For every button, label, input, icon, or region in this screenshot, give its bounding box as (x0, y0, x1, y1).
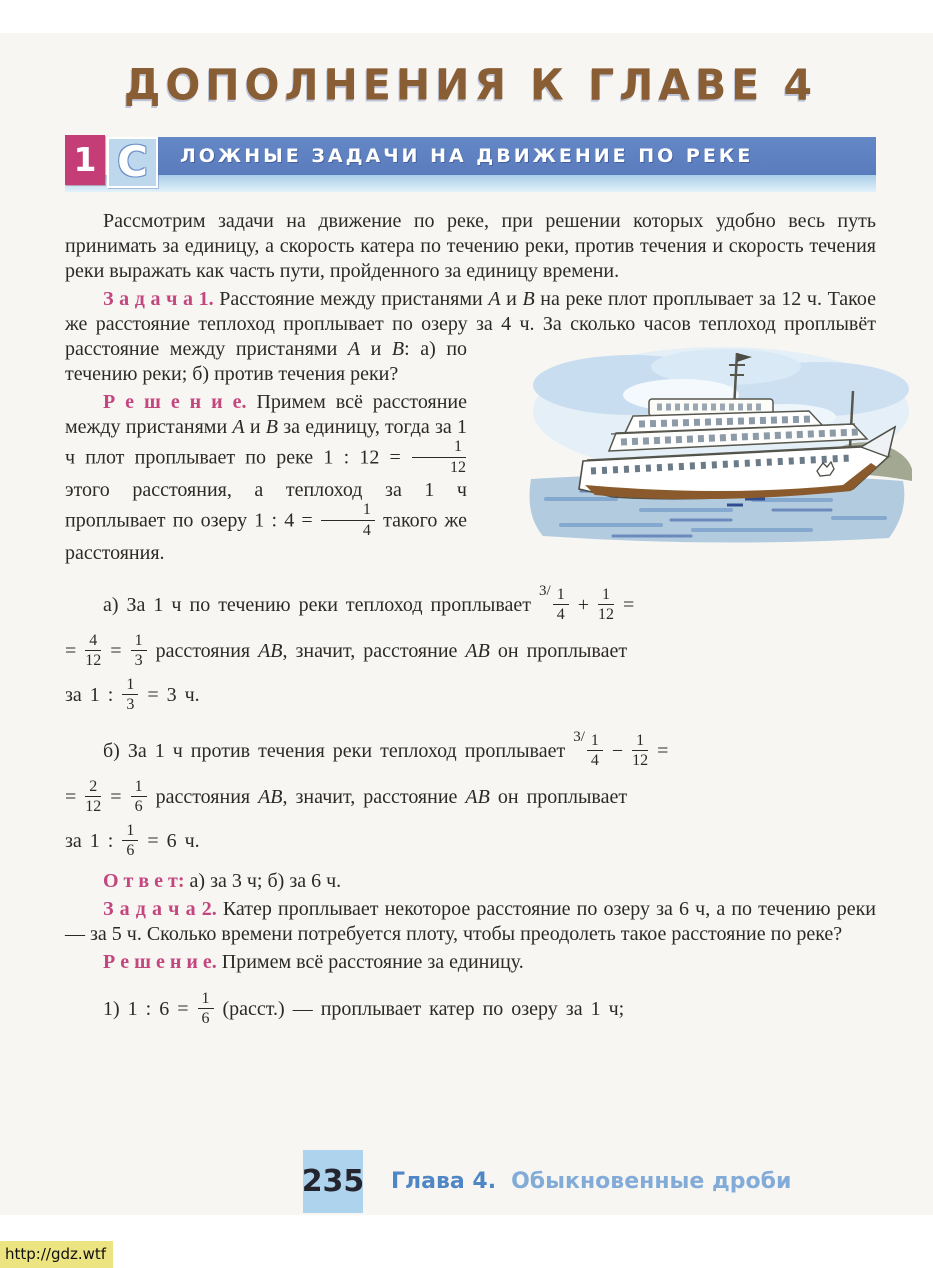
fraction: $\frac{1}{4}$ (320, 501, 376, 539)
text-run: за 1 : (65, 830, 122, 853)
text-run: и (244, 416, 266, 438)
section-dropcap: С (107, 137, 158, 188)
text-run: : а) по течению реки; б) против течения реки? (65, 338, 468, 385)
text-run: = (102, 640, 130, 663)
text-run: расстояния (147, 640, 259, 663)
text-run: расстояния (147, 786, 259, 809)
text-flow (65, 209, 876, 1031)
problem-2-paragraph (65, 897, 876, 947)
pencil-annotation: 3/ (539, 583, 551, 600)
fraction: $\frac{1}{12}$ (598, 585, 614, 624)
text-run: Рассмотрим задачи на движение по реке, при решении которых удобно весь путь принимать за единицу, а скорость катера по течению реки, против течения и скорость течения реки выражать как часть пути, пройденного за единицу времени. (65, 210, 876, 282)
text-run: В (522, 288, 535, 310)
text-run: = 6 ч. (139, 830, 200, 853)
math-line (65, 775, 876, 819)
fraction: $\frac{1}{3}$ (130, 632, 148, 670)
section-banner (65, 135, 876, 195)
fraction: $\frac{4}{12}$ (85, 631, 102, 670)
pink-label: О т в е т: (103, 870, 190, 893)
text-run: В (391, 338, 405, 360)
math-line (65, 629, 876, 673)
ship-illustration-svg (521, 339, 914, 551)
ship-illustration (483, 339, 876, 551)
text-run: АВ (465, 786, 490, 809)
page-number-badge: 235 (303, 1150, 363, 1213)
fraction: $\frac{1}{4}$ (586, 732, 604, 770)
text-run: − (603, 740, 632, 763)
intro-paragraph (65, 209, 876, 284)
text-run: + (569, 594, 597, 617)
text-run: А (347, 338, 361, 360)
text-run: а) За 1 ч по течению реки теплоход проплывает (103, 594, 540, 617)
fraction: $\frac{1}{3}$ (121, 676, 139, 714)
source-url-watermark[interactable]: http://gdz.wtf (0, 1241, 113, 1268)
text-run: и (360, 338, 392, 360)
math-line (65, 729, 876, 775)
text-run: = (102, 786, 130, 809)
fraction: $\frac{1}{6}$ (197, 990, 215, 1028)
fraction: $\frac{1}{6}$ (121, 822, 139, 860)
text-run: В (265, 416, 278, 438)
pink-label: З а д а ч а 1. (103, 288, 220, 310)
solution-2-paragraph (65, 950, 876, 975)
text-run: = (65, 786, 85, 809)
section-number-badge: 1 (65, 135, 105, 185)
text-run: б) За 1 ч против течения реки теплоход проплывает (103, 740, 574, 763)
text-run: АВ (258, 786, 283, 809)
fraction: $\frac{1}{12}$ (632, 731, 649, 770)
page-footer (303, 1150, 791, 1213)
pencil-annotation: 3/ (573, 729, 585, 746)
text-run: он проплывает (489, 786, 628, 809)
math-line (65, 987, 876, 1031)
math-line (65, 819, 876, 863)
text-run: на реке плот проплывает за 12 ч. Такое же расстояние теплоход проплывает по озеру за 4 ч. За сколько часов теплоход проплывёт расстояние (65, 288, 877, 360)
text-run: А (488, 288, 501, 310)
section-title-bar: ЛОЖНЫЕ ЗАДАЧИ НА ДВИЖЕНИЕ ПО РЕКЕ (107, 137, 876, 175)
text-run: = (65, 640, 85, 663)
text-run: А (232, 416, 245, 438)
text-run: (расст.) — проплывает катер по озеру за 1 ч; (214, 998, 625, 1021)
text-run: = 3 ч. (139, 684, 200, 707)
text-run: он проплывает (489, 640, 628, 663)
math-line (65, 583, 876, 629)
solution-1b-math (65, 729, 876, 863)
answer-1-paragraph (65, 869, 876, 894)
text-run: за 1 : (65, 684, 122, 707)
section-banner-strip (65, 175, 876, 192)
text-run: между пристанями (169, 338, 348, 360)
text-run: этого расстояния, а теплоход за 1 ч проплывает по озеру 1 : 4 = (65, 479, 467, 532)
text-run: а) за 3 ч; б) за 6 ч. (189, 870, 342, 893)
text-run: Примем всё расстояние за единицу. (221, 951, 524, 974)
fraction: $\frac{1}{6}$ (130, 778, 148, 816)
float-clear (65, 569, 876, 571)
page-title: ДОПОЛНЕНИЯ К ГЛАВЕ 4 (123, 60, 818, 110)
solution-2-step-1-math (65, 987, 876, 1031)
problem-1-paragraph (65, 287, 876, 387)
chapter-reference (391, 1169, 791, 1194)
text-run: такого же расстояния. (65, 509, 467, 565)
fraction: $\frac{1}{4}$ (552, 586, 570, 624)
text-run: и (500, 288, 523, 310)
text-run: 1) 1 : 6 = (103, 998, 197, 1021)
text-run: Примем всё расстояние между пристанями (65, 391, 468, 438)
chapter-title: Обыкновенные дроби (511, 1169, 792, 1194)
text-run: за единицу, тогда за 1 ч плот проплывает по реке 1 : 12 = (65, 416, 468, 469)
text-run: = (649, 740, 669, 763)
fraction: $\frac{1}{12}$ (411, 438, 467, 476)
fraction: $\frac{2}{12}$ (85, 777, 102, 816)
book-page (0, 33, 933, 1215)
chapter-label: Глава 4. (391, 1169, 497, 1194)
pink-label: Р е ш е н и е. (103, 951, 222, 974)
text-run: , значит, расстояние (282, 640, 466, 663)
text-run: Расстояние между пристанями (219, 288, 489, 310)
math-line (65, 673, 876, 717)
solution-1a-math (65, 583, 876, 717)
text-run: АВ (465, 640, 490, 663)
text-run: , значит, расстояние (282, 786, 466, 809)
pink-label: З а д а ч а 2. (103, 898, 223, 921)
text-run: = (615, 594, 635, 617)
pink-label: Р е ш е н и е. (103, 391, 257, 413)
text-run: Катер проплывает некоторое расстояние по озеру за 6 ч, а по течению реки — за 5 ч. Сколько времени потребуется плоту, чтобы преодолеть такое расстояние по реке? (65, 898, 876, 946)
page-content (65, 57, 876, 1037)
text-run: АВ (258, 640, 283, 663)
